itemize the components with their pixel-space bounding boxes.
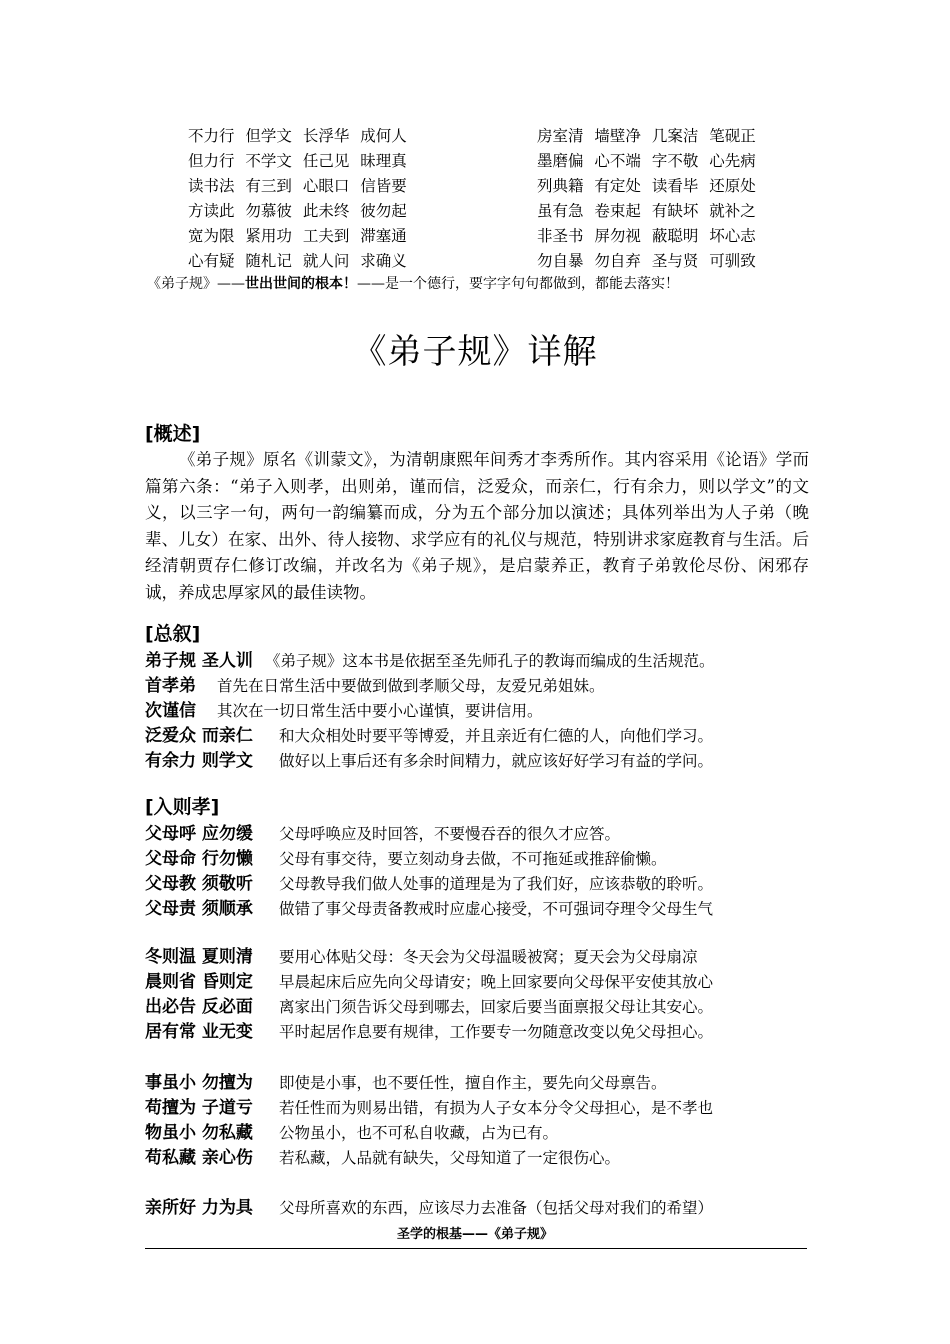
entry-row bbox=[145, 847, 815, 872]
entry-explanation: 做错了事父母责备教戒时应虚心接受，不可强词夺理令父母生气 bbox=[279, 900, 714, 918]
verse-line: 心有疑 随札记 就人问 求确义 bbox=[188, 252, 407, 270]
entry-row bbox=[145, 674, 815, 699]
entry-verse: 有余力 则学文 bbox=[145, 751, 253, 771]
filial-group-1 bbox=[145, 822, 815, 922]
entry-verse: 苟私藏 亲心伤 bbox=[145, 1148, 253, 1168]
entry-verse: 物虽小 勿私藏 bbox=[145, 1123, 253, 1143]
verse-line: 读书法 有三到 心眼口 信皆要 bbox=[188, 177, 407, 195]
entry-explanation: 其次在一切日常生活中要小心谨慎，要讲信用。 bbox=[217, 702, 543, 720]
footer-divider bbox=[145, 1248, 807, 1249]
verse-line: 勿自暴 勿自弃 圣与贤 可驯致 bbox=[537, 252, 756, 270]
verse-line: 列典籍 有定处 读看毕 还原处 bbox=[537, 177, 756, 195]
entry-verse: 弟子规 圣人训 bbox=[145, 651, 253, 671]
verse-line: 不力行 但学文 长浮华 成何人 bbox=[188, 127, 407, 145]
entry-verse: 冬则温 夏则清 bbox=[145, 947, 253, 967]
entry-verse: 次谨信 bbox=[145, 701, 196, 721]
entry-row bbox=[145, 1020, 815, 1045]
motto-emphasis: 世出世间的根本！ bbox=[245, 276, 357, 292]
entry-verse: 亲所好 力为具 bbox=[145, 1198, 253, 1218]
entry-explanation: 《弟子规》这本书是依据至圣先师孔子的教诲而编成的生活规范。 bbox=[265, 652, 715, 670]
page-title: 《弟子规》详解 bbox=[352, 332, 598, 372]
entry-verse: 父母呼 应勿缓 bbox=[145, 824, 253, 844]
entry-verse: 父母教 须敬听 bbox=[145, 874, 253, 894]
filial-group-4 bbox=[145, 1196, 815, 1221]
entry-explanation: 和大众相处时要平等博爱，并且亲近有仁德的人，向他们学习。 bbox=[279, 727, 714, 745]
entry-row bbox=[145, 1146, 815, 1171]
entry-verse: 居有常 业无变 bbox=[145, 1022, 253, 1042]
entry-row bbox=[145, 1096, 815, 1121]
entry-row bbox=[145, 822, 815, 847]
entry-verse: 首孝弟 bbox=[145, 676, 196, 696]
filial-group-2 bbox=[145, 945, 815, 1045]
entry-row bbox=[145, 995, 815, 1020]
entry-verse: 泛爱众 而亲仁 bbox=[145, 726, 253, 746]
entry-verse: 父母责 须顺承 bbox=[145, 899, 253, 919]
entry-row bbox=[145, 649, 815, 674]
section-heading-overview: [概述] bbox=[145, 423, 201, 445]
verse-column-right bbox=[537, 124, 756, 274]
verse-line: 宽为限 紧用功 工夫到 滞塞通 bbox=[188, 227, 407, 245]
page-footer: 圣学的根基——《弟子规》 bbox=[396, 1227, 553, 1242]
motto-part-3: ——是一个德行，要字字句句都做到，都能去落实！ bbox=[357, 276, 679, 292]
entry-explanation: 首先在日常生活中要做到做到孝顺父母，友爱兄弟姐妹。 bbox=[217, 677, 605, 695]
entry-row bbox=[145, 945, 815, 970]
entry-explanation: 即使是小事，也不要任性，擅自作主，要先向父母禀告。 bbox=[279, 1074, 667, 1092]
entry-explanation: 要用心体贴父母：冬天会为父母温暖被窝；夏天会为父母扇凉 bbox=[279, 948, 698, 966]
entry-row bbox=[145, 724, 815, 749]
entry-explanation: 平时起居作息要有规律，工作要专一勿随意改变以免父母担心。 bbox=[279, 1023, 714, 1041]
entry-row bbox=[145, 970, 815, 995]
section-heading-filial: [入则孝] bbox=[145, 796, 220, 818]
entry-row bbox=[145, 749, 815, 774]
entry-verse: 出必告 反必面 bbox=[145, 997, 253, 1017]
verse-line: 方读此 勿慕彼 此未终 彼勿起 bbox=[188, 202, 407, 220]
entry-row bbox=[145, 1071, 815, 1096]
entry-explanation: 做好以上事后还有多余时间精力，就应该好好学习有益的学问。 bbox=[279, 752, 714, 770]
entry-verse: 父母命 行勿懒 bbox=[145, 849, 253, 869]
entry-verse: 苟擅为 子道亏 bbox=[145, 1098, 253, 1118]
overview-paragraph: 《弟子规》原名《训蒙文》，为清朝康熙年间秀才李秀所作。其内容采用《论语》学而篇第六条：“弟子入则孝，出则弟，谨而信，泛爱众，而亲仁，行有余力，则以学文”的文义，以三字一句，两句一韵编纂而成，分为五个部分加以演述；具体列举出为人子弟（晚辈、儿女）在家、出外、待人接物、求学应有的礼仪与规范，特别讲求家庭教育与生活。后经清朝贾存仁修订改编，并改名为《弟子规》，是启蒙养正，教育子弟敦伦尽份、闲邪存诚，养成忠厚家风的最佳读物。 bbox=[145, 450, 809, 602]
entry-explanation: 父母所喜欢的东西，应该尽力去准备（包括父母对我们的希望） bbox=[279, 1199, 714, 1217]
section-heading-general: [总叙] bbox=[145, 623, 201, 645]
verse-line: 墨磨偏 心不端 字不敬 心先病 bbox=[537, 152, 756, 170]
motto-part-1: 《弟子规》—— bbox=[147, 276, 245, 292]
entry-row bbox=[145, 699, 815, 724]
entry-verse: 晨则省 昏则定 bbox=[145, 972, 253, 992]
verse-line: 但力行 不学文 任己见 昧理真 bbox=[188, 152, 407, 170]
entry-verse: 事虽小 勿擅为 bbox=[145, 1073, 253, 1093]
general-entries bbox=[145, 649, 815, 774]
entry-explanation: 公物虽小，也不可私自收藏，占为已有。 bbox=[279, 1124, 559, 1142]
entry-explanation: 父母有事交待，要立刻动身去做，不可拖延或推辞偷懒。 bbox=[279, 850, 667, 868]
verse-line: 房室清 墙壁净 几案洁 笔砚正 bbox=[537, 127, 756, 145]
entry-explanation: 早晨起床后应先向父母请安；晚上回家要向父母保平安使其放心 bbox=[279, 973, 714, 991]
verse-line: 非圣书 屏勿视 蔽聪明 坏心志 bbox=[537, 227, 756, 245]
entry-row bbox=[145, 872, 815, 897]
entry-explanation: 父母教导我们做人处事的道理是为了我们好，应该恭敬的聆听。 bbox=[279, 875, 714, 893]
entry-row bbox=[145, 1196, 815, 1221]
filial-group-3 bbox=[145, 1071, 815, 1171]
verse-column-left bbox=[188, 124, 407, 274]
entry-explanation: 若私藏，人品就有缺失，父母知道了一定很伤心。 bbox=[279, 1149, 621, 1167]
entry-row bbox=[145, 897, 815, 922]
entry-explanation: 若任性而为则易出错，有损为人子女本分令父母担心，是不孝也 bbox=[279, 1099, 714, 1117]
entry-explanation: 离家出门须告诉父母到哪去，回家后要当面禀报父母让其安心。 bbox=[279, 998, 714, 1016]
verse-line: 虽有急 卷束起 有缺坏 就补之 bbox=[537, 202, 756, 220]
entry-row bbox=[145, 1121, 815, 1146]
entry-explanation: 父母呼唤应及时回答，不要慢吞吞的很久才应答。 bbox=[279, 825, 621, 843]
motto-line bbox=[147, 274, 807, 294]
